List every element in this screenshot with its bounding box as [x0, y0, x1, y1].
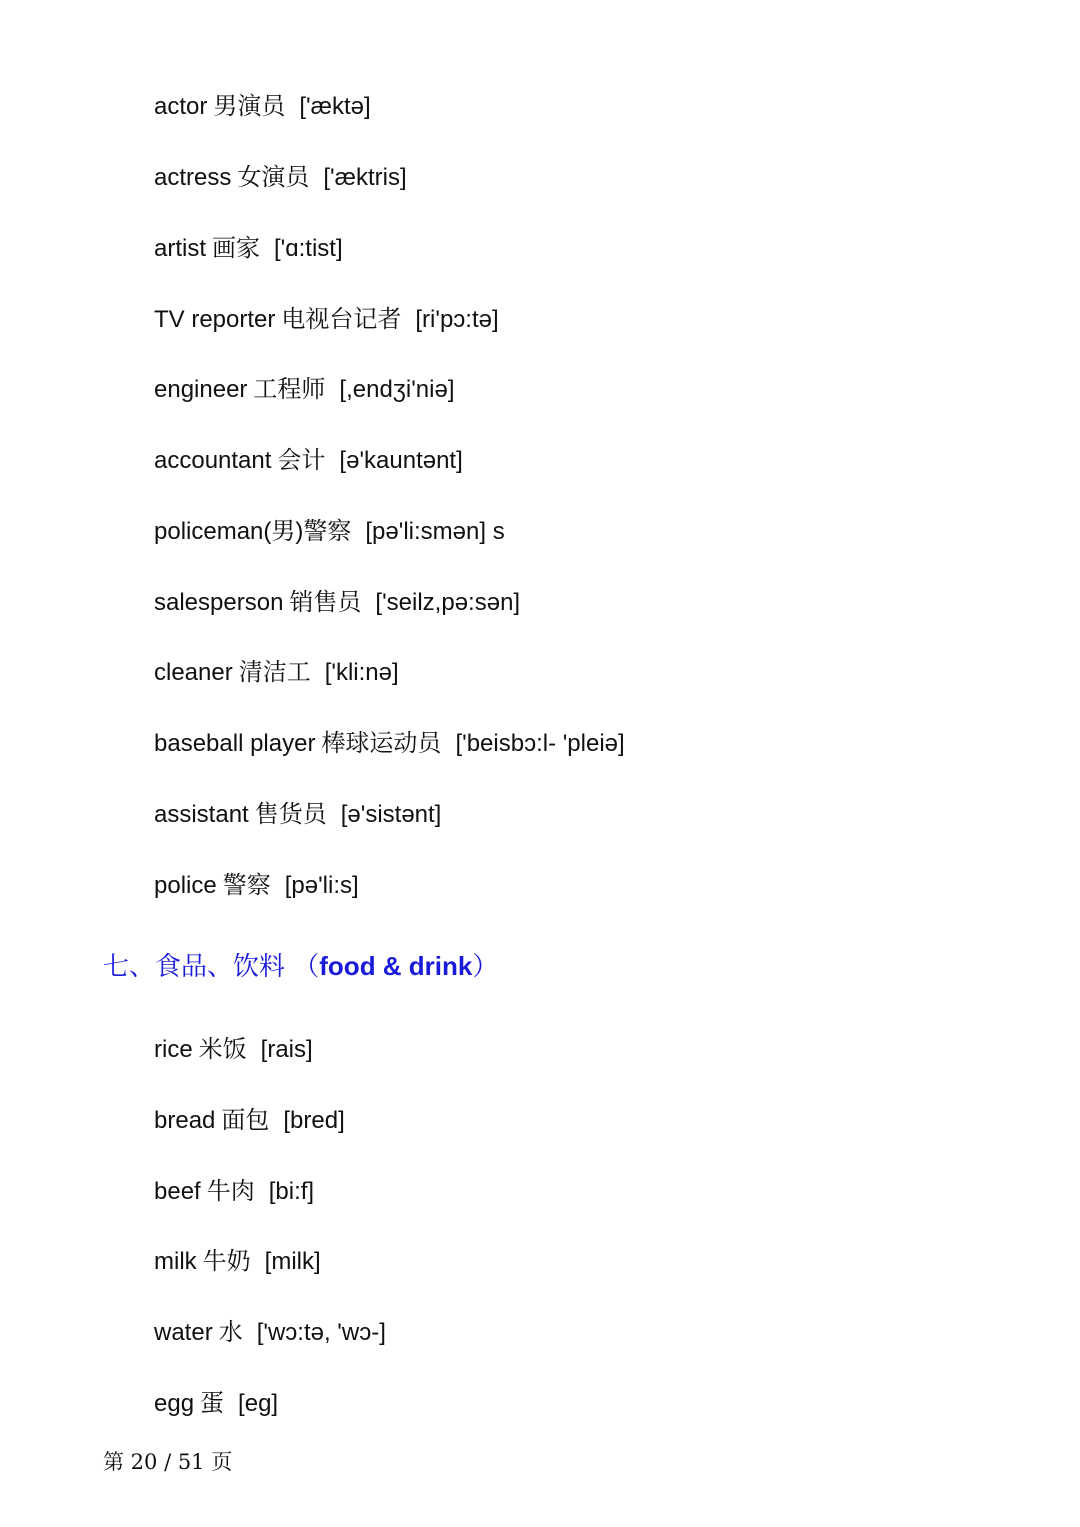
entry-word: cleaner: [154, 659, 233, 686]
entry-word: police: [154, 872, 217, 899]
entry-word: egg: [154, 1390, 195, 1417]
entry-word: baseball player: [154, 730, 316, 757]
vocab-entry-tv-reporter: [154, 304, 499, 335]
vocab-entry-actress: [154, 162, 407, 193]
vocab-entry-police: [154, 870, 359, 901]
entry-word: accountant: [154, 447, 272, 474]
entry-phonetic: ['kli:nə]: [324, 659, 399, 686]
entry-chinese: 画家: [212, 234, 261, 262]
vocab-entry-beef: [154, 1176, 314, 1207]
entry-word: engineer: [154, 376, 248, 403]
entry-word: salesperson: [154, 589, 284, 616]
entry-phonetic: [bi:f]: [268, 1178, 315, 1205]
entry-chinese: 售货员: [254, 800, 327, 828]
section-heading-close-paren: ）: [472, 952, 499, 982]
vocab-entry-salesperson: [154, 587, 520, 618]
page-number-footer: 第 20 / 51 页: [103, 1450, 233, 1474]
vocab-entry-artist: [154, 233, 343, 264]
vocab-entry-baseball-player: [154, 728, 625, 759]
entry-phonetic: ['beisbɔ:l- 'pleiə]: [455, 730, 625, 757]
entry-chinese: 面包: [221, 1106, 270, 1134]
vocab-entry-actor: [154, 91, 371, 122]
vocab-entry-cleaner: [154, 657, 399, 688]
entry-word: artist: [154, 235, 207, 262]
vocab-entry-accountant: [154, 445, 463, 476]
entry-word: bread: [154, 1107, 216, 1134]
entry-phonetic: [rais]: [260, 1036, 313, 1063]
entry-phonetic: ['æktris]: [323, 164, 407, 191]
vocab-entry-milk: [154, 1246, 321, 1277]
entry-word: policeman(男): [154, 518, 304, 545]
entry-chinese: 清洁工: [238, 658, 311, 686]
entry-phonetic: [pə'li:smən] s: [365, 518, 505, 545]
entry-chinese: 销售员: [289, 588, 362, 616]
entry-chinese: 牛奶: [202, 1247, 251, 1275]
entry-chinese: 米饭: [198, 1035, 247, 1063]
section-heading-english: food & drink: [319, 951, 473, 981]
vocab-entry-water: [154, 1317, 386, 1348]
entry-word: milk: [154, 1248, 197, 1275]
entry-word: beef: [154, 1178, 201, 1205]
entry-chinese: 工程师: [253, 375, 326, 403]
entry-phonetic: [pə'li:s]: [284, 872, 359, 899]
vocab-entry-bread: [154, 1105, 345, 1136]
entry-chinese: 男演员: [213, 92, 286, 120]
entry-phonetic: ['æktə]: [299, 93, 371, 120]
entry-phonetic: [ə'sistənt]: [340, 801, 442, 828]
entry-chinese: 水: [218, 1318, 243, 1346]
entry-phonetic: [eɡ]: [238, 1390, 279, 1417]
entry-phonetic: ['seilz,pə:sən]: [375, 589, 521, 616]
section-heading-food-drink: [103, 950, 498, 983]
entry-word: actor: [154, 93, 208, 120]
entry-phonetic: [ə'kauntənt]: [339, 447, 463, 474]
section-heading-chinese: 七、食品、饮料 （: [103, 952, 320, 982]
vocab-entry-engineer: [154, 374, 455, 405]
entry-phonetic: ['ɑ:tist]: [274, 235, 343, 262]
vocab-entry-rice: [154, 1034, 313, 1065]
entry-phonetic: [ri'pɔ:tə]: [415, 306, 499, 333]
entry-chinese: 蛋: [200, 1389, 225, 1417]
entry-chinese: 警察: [222, 871, 271, 899]
entry-word: water: [154, 1319, 213, 1346]
entry-phonetic: [bred]: [283, 1107, 345, 1134]
entry-chinese: 电视台记者: [281, 305, 402, 333]
entry-chinese: 警察: [303, 517, 352, 545]
entry-word: TV reporter: [154, 306, 276, 333]
vocab-entry-egg: [154, 1388, 278, 1419]
entry-chinese: 会计: [277, 446, 326, 474]
entry-word: actress: [154, 164, 232, 191]
entry-chinese: 女演员: [237, 163, 310, 191]
entry-word: assistant: [154, 801, 249, 828]
entry-chinese: 牛肉: [206, 1177, 255, 1205]
entry-word: rice: [154, 1036, 193, 1063]
entry-phonetic: [milk]: [264, 1248, 321, 1275]
entry-phonetic: ['wɔ:tə, 'wɔ-]: [256, 1319, 386, 1346]
entry-chinese: 棒球运动员: [321, 729, 442, 757]
vocab-entry-policeman: [154, 516, 505, 547]
vocab-entry-assistant: [154, 799, 441, 830]
entry-phonetic: [,endʒi'niə]: [339, 376, 455, 403]
